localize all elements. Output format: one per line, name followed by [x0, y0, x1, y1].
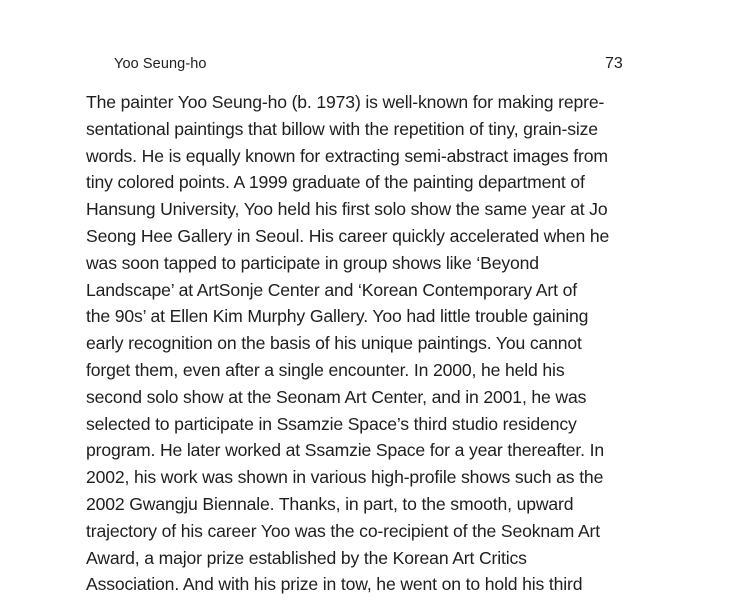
text-line: tiny colored points. A 1999 graduate of the painting department of [86, 172, 585, 193]
text-line: The painter Yoo Seung-ho (b. 1973) is well-known for making repre- [86, 92, 605, 112]
running-title: Yoo Seung-ho [114, 56, 207, 72]
text-line: program. He later worked at Ssamzie Space for a year thereafter. In [86, 440, 605, 461]
text-line: trajectory of his career Yoo was the co-recipient of the Seoknam Art [86, 520, 600, 541]
text-line: early recognition on the basis of his unique paintings. You cannot [86, 333, 582, 354]
text-line: Landscape’ at ArtSonje Center and ‘Korean Contemporary Art of [86, 279, 577, 300]
text-line: Seong Hee Gallery in Seoul. His career quickly accelerated when he [86, 225, 610, 246]
text-line: was soon tapped to participate in group shows like ‘Beyond [86, 252, 539, 273]
text-line: sentational paintings that billow with the repetition of tiny, grain-size [86, 118, 598, 139]
text-line: the 90s’ at Ellen Kim Murphy Gallery. Yoo had little trouble gaining [86, 306, 589, 327]
text-line: 2002, his work was shown in various high-profile shows such as the [86, 467, 604, 488]
running-header [114, 54, 624, 76]
body-paragraph [86, 89, 666, 598]
text-line: 2002 Gwangju Biennale. Thanks, in part, to the smooth, upward [86, 493, 574, 514]
page-number: 73 [605, 55, 623, 72]
text-line: second solo show at the Seonam Art Center, and in 2001, he was [86, 386, 587, 407]
text-line: Hansung University, Yoo held his first solo show the same year at Jo [86, 199, 608, 220]
text-line: Award, a major prize established by the Korean Art Critics [86, 547, 527, 568]
text-line: Association. And with his prize in tow, he went on to hold his third [86, 574, 583, 595]
text-line: selected to participate in Ssamzie Space’s third studio residency [86, 413, 577, 434]
text-line: forget them, even after a single encounter. In 2000, he held his [86, 359, 565, 380]
text-line: words. He is equally known for extracting semi-abstract images from [86, 145, 608, 166]
